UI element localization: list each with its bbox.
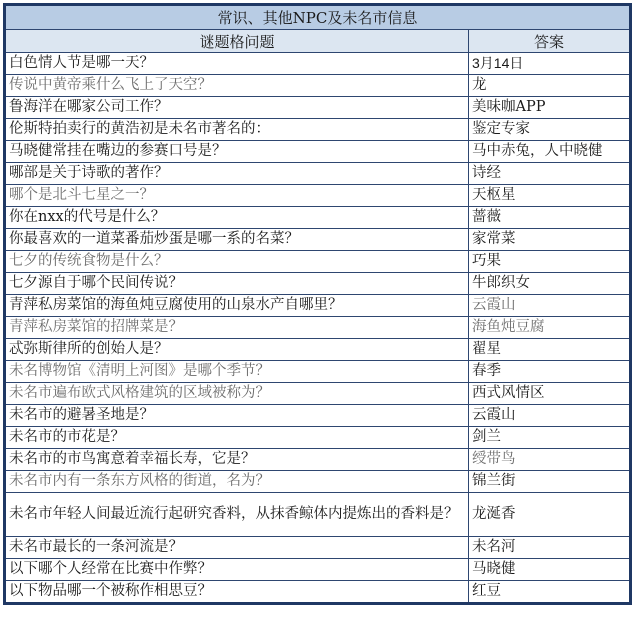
answer-cell: 天枢星 xyxy=(469,185,631,207)
info-table xyxy=(3,3,632,605)
answer-cell: 诗经 xyxy=(469,163,631,185)
answer-cell: 翟星 xyxy=(469,339,631,361)
answer-cell: 巧果 xyxy=(469,251,631,273)
answer-cell: 美味咖APP xyxy=(469,97,631,119)
answer-cell: 3月14日 xyxy=(469,53,631,75)
table-row xyxy=(5,97,631,119)
table-row xyxy=(5,405,631,427)
table-row xyxy=(5,383,631,405)
column-header-answer: 答案 xyxy=(469,30,631,53)
question-cell: 未名市遍布欧式风格建筑的区域被称为？ xyxy=(5,383,469,405)
answer-cell: 绶带鸟 xyxy=(469,449,631,471)
question-cell: 七夕的传统食物是什么？ xyxy=(5,251,469,273)
table-row xyxy=(5,427,631,449)
table-row xyxy=(5,273,631,295)
table-row xyxy=(5,581,631,604)
question-cell: 白色情人节是哪一天？ xyxy=(5,53,469,75)
answer-cell: 鉴定专家 xyxy=(469,119,631,141)
question-cell: 青萍私房菜馆的招牌菜是？ xyxy=(5,317,469,339)
table-row xyxy=(5,141,631,163)
table-row xyxy=(5,449,631,471)
table-row xyxy=(5,251,631,273)
question-cell: 马晓健常挂在嘴边的参赛口号是？ xyxy=(5,141,469,163)
answer-cell: 锦兰街 xyxy=(469,471,631,493)
question-cell: 未名市最长的一条河流是？ xyxy=(5,537,469,559)
question-cell: 伦斯特拍卖行的黄浩初是未名市著名的： xyxy=(5,119,469,141)
question-cell: 七夕源自于哪个民间传说？ xyxy=(5,273,469,295)
answer-cell: 马中赤兔，人中晓健 xyxy=(469,141,631,163)
table-row xyxy=(5,119,631,141)
column-header-question: 谜题格问题 xyxy=(5,30,469,53)
table-title: 常识、其他NPC及未名市信息 xyxy=(5,5,631,30)
table-row xyxy=(5,559,631,581)
question-cell: 忒弥斯律所的创始人是？ xyxy=(5,339,469,361)
question-cell: 鲁海洋在哪家公司工作？ xyxy=(5,97,469,119)
answer-cell: 西式风情区 xyxy=(469,383,631,405)
question-cell: 未名市的市鸟寓意着幸福长寿，它是？ xyxy=(5,449,469,471)
question-cell: 以下物品哪一个被称作相思豆？ xyxy=(5,581,469,604)
table-row xyxy=(5,493,631,537)
table-row xyxy=(5,317,631,339)
table-row xyxy=(5,361,631,383)
table-row xyxy=(5,295,631,317)
question-cell: 未名市内有一条东方风格的街道，名为？ xyxy=(5,471,469,493)
info-table-container xyxy=(3,3,629,605)
table-row xyxy=(5,471,631,493)
answer-cell: 海鱼炖豆腐 xyxy=(469,317,631,339)
question-cell: 未名市年轻人间最近流行起研究香料，从抹香鲸体内提炼出的香料是？ xyxy=(5,493,469,537)
answer-cell: 家常菜 xyxy=(469,229,631,251)
question-cell: 哪部是关于诗歌的著作？ xyxy=(5,163,469,185)
question-cell: 未名博物馆《清明上河图》是哪个季节？ xyxy=(5,361,469,383)
question-cell: 青萍私房菜馆的海鱼炖豆腐使用的山泉水产自哪里？ xyxy=(5,295,469,317)
question-cell: 你在nxx的代号是什么？ xyxy=(5,207,469,229)
table-row xyxy=(5,185,631,207)
table-row xyxy=(5,75,631,97)
table-row xyxy=(5,163,631,185)
question-cell: 未名市的市花是？ xyxy=(5,427,469,449)
question-cell: 未名市的避暑圣地是？ xyxy=(5,405,469,427)
question-cell: 你最喜欢的一道菜番茄炒蛋是哪一系的名菜？ xyxy=(5,229,469,251)
answer-cell: 龙涎香 xyxy=(469,493,631,537)
answer-cell: 云霞山 xyxy=(469,405,631,427)
answer-cell: 蔷薇 xyxy=(469,207,631,229)
answer-cell: 剑兰 xyxy=(469,427,631,449)
table-row xyxy=(5,229,631,251)
question-cell: 以下哪个人经常在比赛中作弊？ xyxy=(5,559,469,581)
answer-cell: 春季 xyxy=(469,361,631,383)
table-row xyxy=(5,537,631,559)
question-cell: 哪个是北斗七星之一？ xyxy=(5,185,469,207)
table-body xyxy=(5,53,631,604)
answer-cell: 未名河 xyxy=(469,537,631,559)
question-cell: 传说中黄帝乘什么飞上了天空？ xyxy=(5,75,469,97)
answer-cell: 龙 xyxy=(469,75,631,97)
table-row xyxy=(5,53,631,75)
answer-cell: 红豆 xyxy=(469,581,631,604)
answer-cell: 牛郎织女 xyxy=(469,273,631,295)
answer-cell: 云霞山 xyxy=(469,295,631,317)
table-row xyxy=(5,339,631,361)
table-header-row xyxy=(5,30,631,53)
table-title-row xyxy=(5,5,631,30)
table-row xyxy=(5,207,631,229)
answer-cell: 马晓健 xyxy=(469,559,631,581)
